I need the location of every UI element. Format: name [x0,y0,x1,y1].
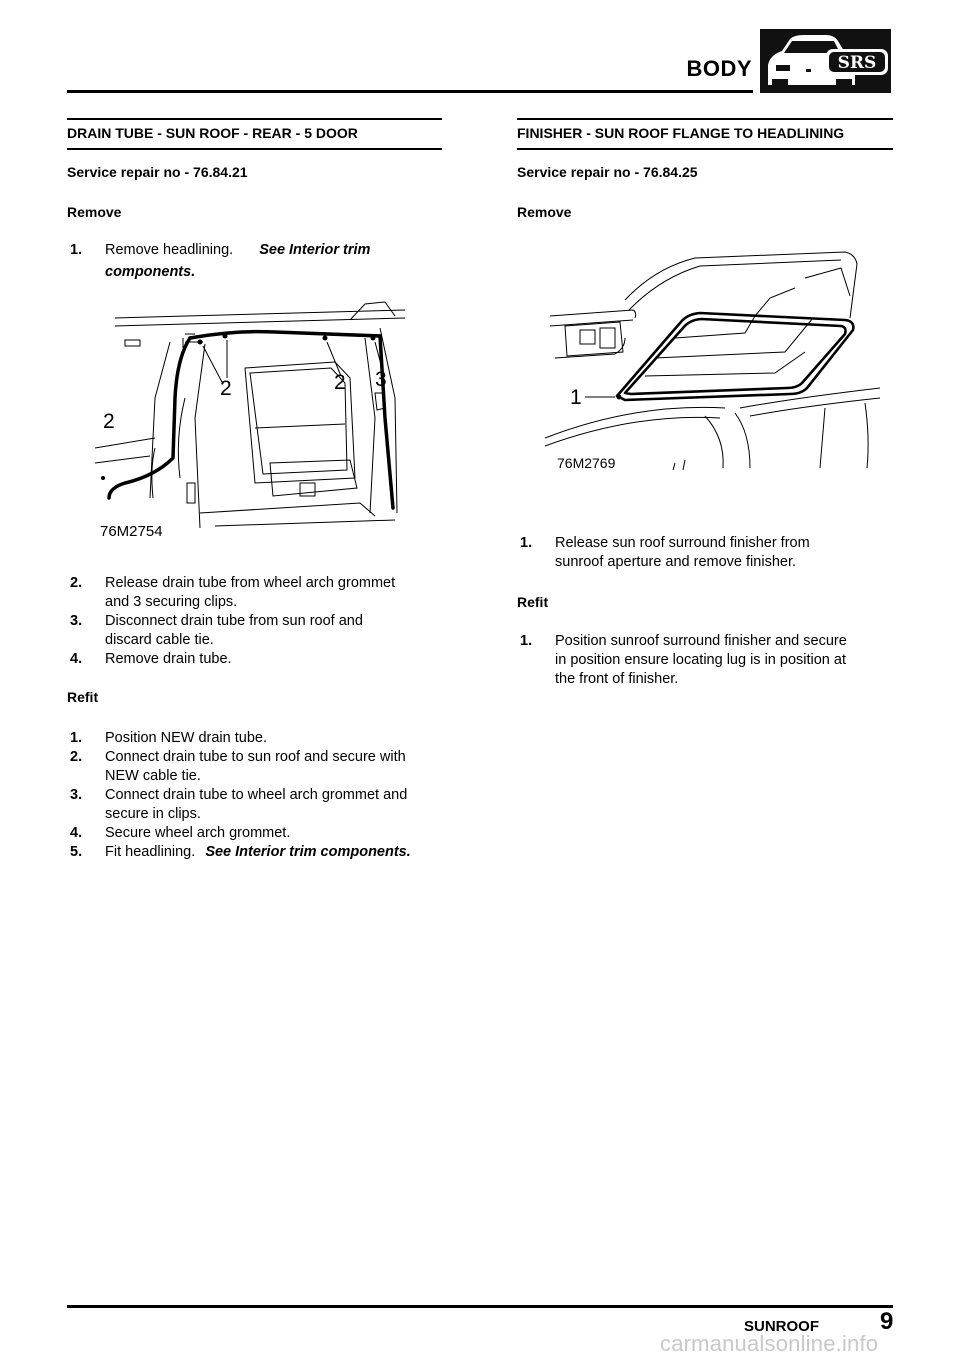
right-title-rule-bottom [517,148,893,150]
srs-logo [760,29,891,93]
figure-76M2769 [545,248,880,480]
left-step1-xref[interactable]: See Interior trim [259,242,371,258]
callout-3: 3 [375,368,387,391]
right-service-number: Service repair no - 76.84.25 [517,164,698,180]
figure-code: 76M2754 [100,523,163,540]
logo-text: SRS [837,53,877,73]
footer-section-name: SUNROOF [744,1318,819,1335]
left-remove-heading: Remove [67,204,122,220]
left-refit-heading: Refit [67,689,99,705]
right-refit-heading: Refit [517,594,549,610]
page-section-title: BODY [686,56,752,81]
watermark: carmanualsonline.info [660,1331,879,1356]
left-title-rule-top [67,118,442,120]
left-service-number: Service repair no - 76.84.21 [67,164,248,180]
figure-code-right: 76M2769 [557,455,616,471]
figure-76M2754 [95,298,415,543]
left-refit5-xref[interactable]: See Interior trim components. [205,844,411,860]
drain-tube-illustration [95,298,415,543]
callout-1: 1 [570,386,582,409]
callout-2-c: 2 [103,410,115,433]
header-rule [67,90,753,93]
left-step1-xref-cont[interactable]: components. [105,264,196,280]
left-title-rule-bottom [67,148,442,150]
callout-2-a: 2 [220,377,232,400]
footer-rule [67,1305,893,1308]
left-section-title: DRAIN TUBE - SUN ROOF - REAR - 5 DOOR [67,125,358,141]
car-srs-icon [760,29,891,93]
right-remove-heading: Remove [517,204,572,220]
page-number: 9 [880,1308,894,1335]
right-section-title: FINISHER - SUN ROOF FLANGE TO HEADLINING [517,125,845,141]
sunroof-finisher-illustration [545,248,880,480]
right-title-rule-top [517,118,893,120]
callout-2-b: 2 [334,371,346,394]
